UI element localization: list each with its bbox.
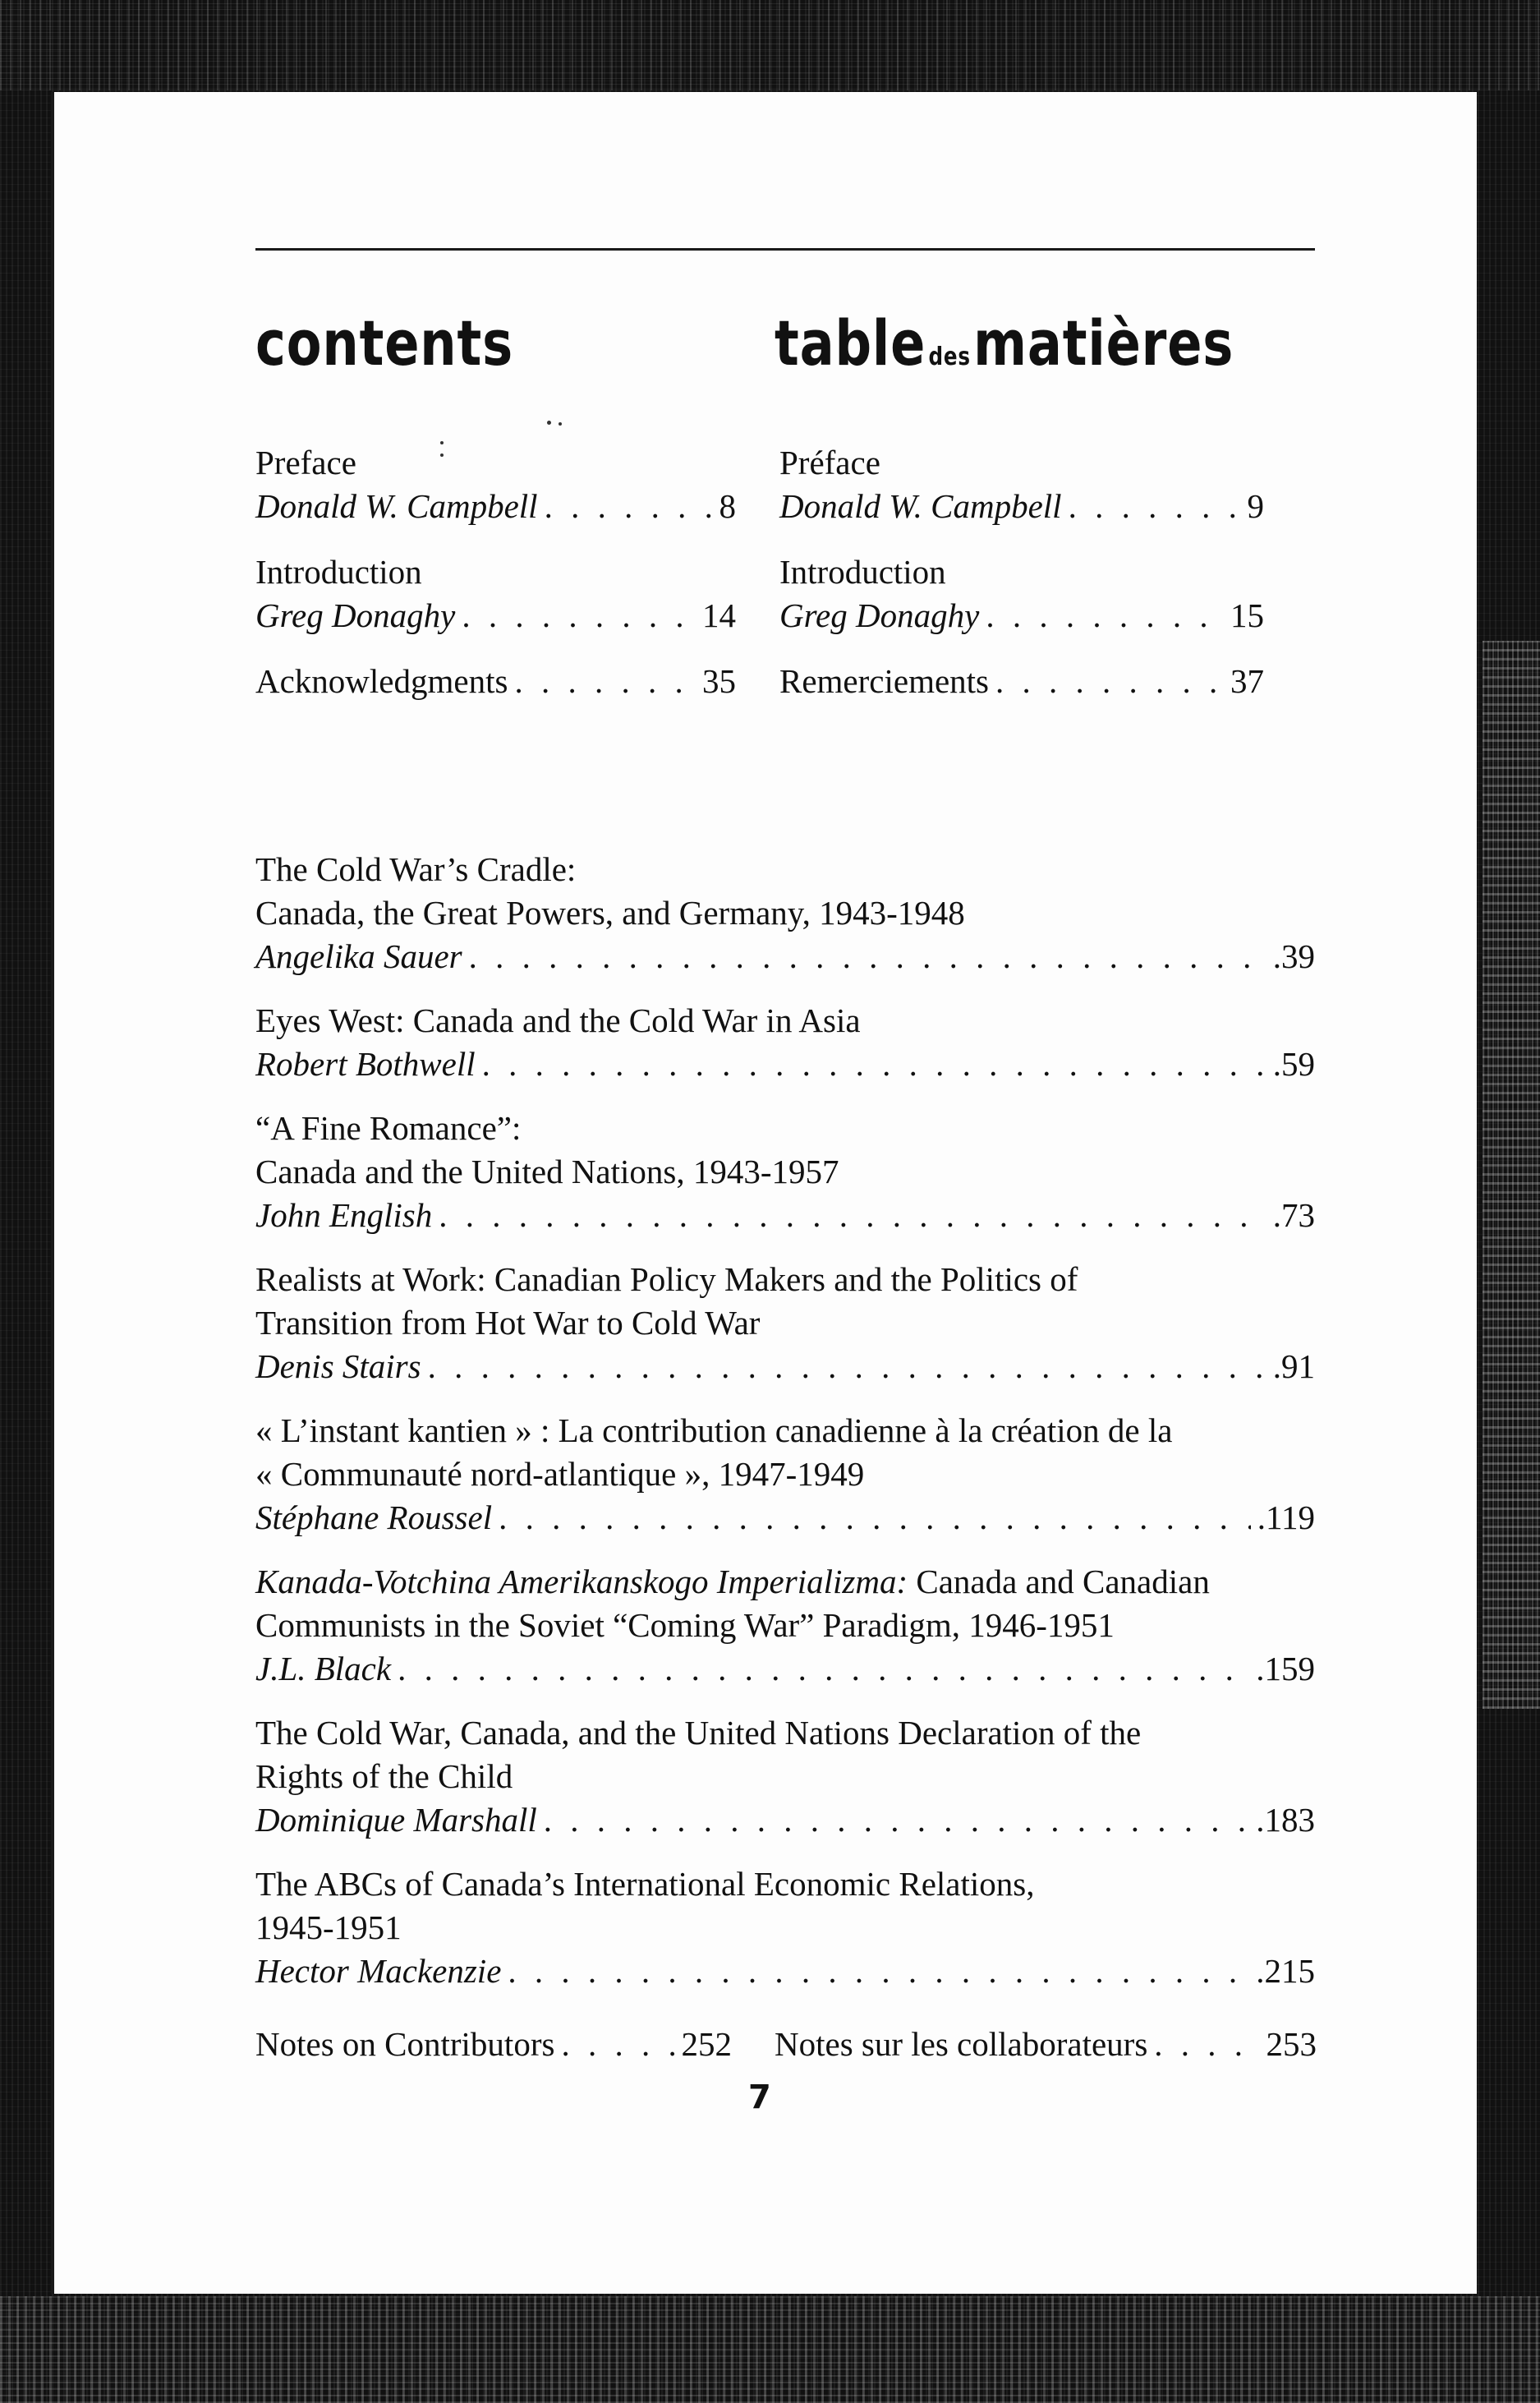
dot-leader xyxy=(1154,2023,1259,2066)
scan-speck xyxy=(559,422,562,426)
dot-leader xyxy=(544,1798,1249,1842)
dot-leader xyxy=(398,1647,1249,1691)
toc-entry-essay[interactable] xyxy=(255,999,1315,1086)
entry-title-row xyxy=(255,660,736,703)
entry-page: 37 xyxy=(1230,662,1264,700)
essay-author-row xyxy=(255,1798,1315,1842)
essay-title-line: “A Fine Romance”: xyxy=(255,1109,522,1147)
essay-author-row xyxy=(255,1043,1315,1086)
essay-author-row xyxy=(255,1647,1315,1691)
footer-page: 253 xyxy=(1266,2025,1317,2063)
essay-page: .73 xyxy=(1272,1196,1315,1234)
scan-noise-bottom xyxy=(0,2296,1540,2403)
essay-title-italic: Kanada-Votchina Amerikanskogo Imperializma: xyxy=(255,1563,908,1600)
toc-entry-essay[interactable] xyxy=(255,1711,1315,1842)
essay-author-row xyxy=(255,1345,1315,1388)
essay-title-line xyxy=(255,1560,1315,1604)
dot-leader xyxy=(439,1194,1266,1237)
essay-title-line: The ABCs of Canada’s International Economic Relations, xyxy=(255,1865,1035,1903)
entry-author-row xyxy=(255,594,736,638)
essay-title-line: Rights of the Child xyxy=(255,1757,513,1795)
essay-page: .39 xyxy=(1272,937,1315,975)
dot-leader xyxy=(545,485,713,528)
dot-leader xyxy=(561,2023,674,2066)
scan-noise-right xyxy=(1483,641,1540,1709)
essay-author: Dominique Marshall xyxy=(255,1801,537,1839)
essay-title-line: « L’instant kantien » : La contribution canadienne à la création de la xyxy=(255,1411,1173,1449)
entry-page: 8 xyxy=(719,487,736,525)
scan-speck xyxy=(440,453,444,457)
essay-author: Angelika Sauer xyxy=(255,937,462,975)
essay-author-row xyxy=(255,1496,1315,1540)
heading-word-table: table xyxy=(775,306,926,380)
footer-right-row xyxy=(775,2023,1317,2066)
dot-leader xyxy=(508,1950,1249,1993)
entry-page: 9 xyxy=(1247,487,1264,525)
entry-author-row xyxy=(255,485,736,528)
essay-author-row xyxy=(255,935,1315,978)
essay-title-line: The Cold War’s Cradle: xyxy=(255,850,577,888)
dot-leader xyxy=(995,660,1224,703)
entry-title-row xyxy=(779,660,1264,703)
front-matter-english xyxy=(255,441,736,725)
essay-author: J.L. Black xyxy=(255,1650,392,1687)
scan-speck xyxy=(440,441,444,444)
essay-page: .119 xyxy=(1257,1498,1315,1536)
entry-author: Greg Donaghy xyxy=(779,596,980,634)
essay-title-line: The Cold War, Canada, and the United Nations Declaration of the xyxy=(255,1714,1142,1752)
heading-word-des: des xyxy=(928,343,971,371)
toc-entry-introduction[interactable] xyxy=(255,550,736,638)
entry-author: Greg Donaghy xyxy=(255,596,456,634)
front-matter-french xyxy=(779,441,1264,725)
essay-page: .59 xyxy=(1272,1045,1315,1083)
dot-leader xyxy=(482,1043,1266,1086)
essay-list xyxy=(255,848,1315,2014)
essay-author: Denis Stairs xyxy=(255,1347,421,1385)
essay-author: Hector Mackenzie xyxy=(255,1952,502,1990)
toc-entry-remerciements[interactable] xyxy=(779,660,1264,703)
entry-page: 14 xyxy=(702,596,736,634)
toc-entry-preface[interactable] xyxy=(255,441,736,528)
essay-author: Stéphane Roussel xyxy=(255,1498,493,1536)
essay-title-line: 1945-1951 xyxy=(255,1908,402,1946)
toc-entry-introduction-fr[interactable] xyxy=(779,550,1264,638)
toc-entry-essay[interactable] xyxy=(255,848,1315,978)
toc-entry-essay[interactable] xyxy=(255,1107,1315,1237)
toc-entry-acknowledgments[interactable] xyxy=(255,660,736,703)
entry-author-row xyxy=(779,594,1264,638)
footer-page: 252 xyxy=(681,2025,732,2063)
essay-author: John English xyxy=(255,1196,433,1234)
essay-author-row xyxy=(255,1950,1315,1993)
scan-noise-top xyxy=(0,0,1540,90)
essay-page: .159 xyxy=(1256,1650,1315,1687)
dot-leader xyxy=(986,594,1224,638)
dot-leader xyxy=(462,594,696,638)
notes-on-contributors[interactable] xyxy=(255,2023,732,2066)
essay-title-line: Canada, the Great Powers, and Germany, 1943-1948 xyxy=(255,894,965,932)
toc-entry-essay[interactable] xyxy=(255,1560,1315,1691)
essay-page: .183 xyxy=(1256,1801,1315,1839)
essay-title-line: Realists at Work: Canadian Policy Makers and the Politics of xyxy=(255,1260,1078,1298)
essay-author-row xyxy=(255,1194,1315,1237)
essay-title-rest: Canada and Canadian xyxy=(908,1563,1210,1600)
essay-author: Robert Bothwell xyxy=(255,1045,476,1083)
entry-title: Introduction xyxy=(255,553,422,591)
top-rule xyxy=(255,248,1315,251)
entry-title: Remerciements xyxy=(779,662,990,700)
notes-sur-les-collaborateurs[interactable] xyxy=(775,2023,1317,2066)
footer-left-row xyxy=(255,2023,732,2066)
dot-leader xyxy=(1069,485,1241,528)
contents-heading: contents xyxy=(255,306,513,380)
entry-title: Préface xyxy=(779,444,880,481)
footer-label: Notes sur les collaborateurs xyxy=(775,2025,1148,2063)
dot-leader xyxy=(428,1345,1266,1388)
essay-page: .215 xyxy=(1256,1952,1315,1990)
footer-label: Notes on Contributors xyxy=(255,2025,555,2063)
essay-title-line: Transition from Hot War to Cold War xyxy=(255,1304,761,1342)
entry-title: Preface xyxy=(255,444,356,481)
essay-title-line: Communists in the Soviet “Coming War” Paradigm, 1946-1951 xyxy=(255,1606,1115,1644)
entry-author-row xyxy=(779,485,1264,528)
dot-leader xyxy=(469,935,1266,978)
essay-title-line: Eyes West: Canada and the Cold War in Asia xyxy=(255,1001,861,1039)
entry-author: Donald W. Campbell xyxy=(779,487,1062,525)
dot-leader xyxy=(514,660,696,703)
essay-title-line: Canada and the United Nations, 1943-1957 xyxy=(255,1153,839,1190)
entry-author: Donald W. Campbell xyxy=(255,487,538,525)
toc-entry-essay[interactable] xyxy=(255,1409,1315,1540)
entry-page: 15 xyxy=(1230,596,1264,634)
essay-page: .91 xyxy=(1272,1347,1315,1385)
book-page xyxy=(51,92,1477,2294)
toc-entry-preface-fr[interactable] xyxy=(779,441,1264,528)
entry-page: 35 xyxy=(702,662,736,700)
dot-leader xyxy=(499,1496,1251,1540)
heading-word-matieres: matières xyxy=(973,306,1234,380)
entry-title: Acknowledgments xyxy=(255,662,508,700)
table-des-matieres-heading xyxy=(775,306,1234,380)
entry-title: Introduction xyxy=(779,553,946,591)
scan-speck xyxy=(547,421,551,425)
page-number: 7 xyxy=(748,2078,771,2116)
essay-title-line: « Communauté nord-atlantique », 1947-1949 xyxy=(255,1455,865,1493)
toc-entry-essay[interactable] xyxy=(255,1258,1315,1388)
toc-entry-essay[interactable] xyxy=(255,1862,1315,1993)
